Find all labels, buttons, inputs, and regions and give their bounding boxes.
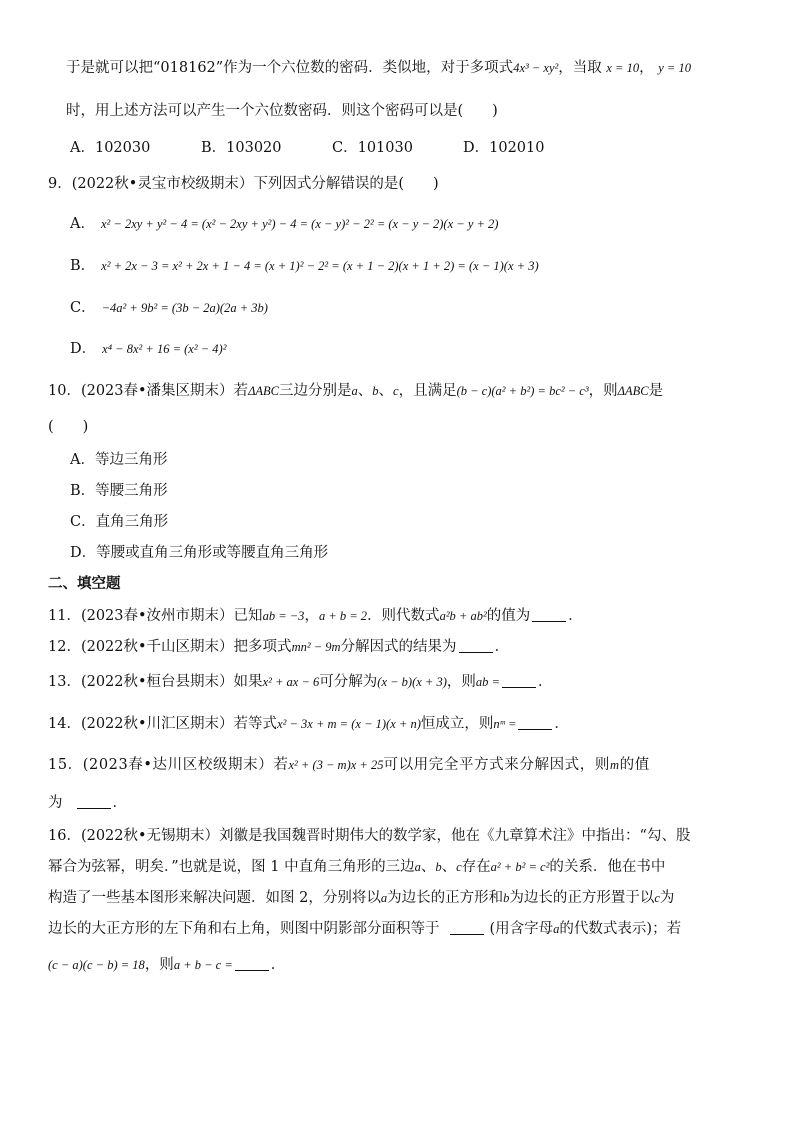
q10-stem (48, 381, 663, 401)
q16-line2 (48, 857, 665, 877)
q9-option-letter: C． (70, 300, 96, 316)
q12-text: ． (494, 639, 510, 655)
q8-option-d[interactable]: D．102010 (463, 140, 545, 156)
q13-math: ab = (475, 675, 500, 689)
q10-option-c[interactable]: C．直角三角形 (70, 514, 169, 530)
q14-text: ． (554, 716, 569, 732)
q16-text: 的关系．他在书中 (549, 859, 666, 875)
q10-triangle: ΔABC (248, 384, 280, 398)
q10-text: 10．(2023春•潘集区期末）若 (48, 383, 249, 399)
q12-text: 12．(2022秋•千山区期末）把多项式 (48, 639, 292, 655)
q14-math: x² − 3x + m = (x − 1)(x + n) (277, 717, 421, 731)
q10-text: 三边分别是 (279, 383, 352, 399)
q16-text: 为边长的正方形置于以 (509, 890, 655, 906)
q12-math: mn² − 9m (291, 640, 341, 654)
q16-answer-blank-1[interactable] (450, 920, 484, 935)
q13-text: 13．(2022秋•桓台县期末）如果 (48, 674, 263, 690)
q10-condition: (b − c)(a² + b²) = bc² − c³ (456, 384, 589, 398)
q10-side-c: c (393, 384, 399, 398)
q11-text: 的值为 (486, 608, 531, 624)
q11-math: a + b = 2 (318, 609, 368, 623)
q9-option-letter: B． (70, 258, 96, 274)
q9-option-expr: −4a² + 9b² = (3b − 2a)(2a + 3b) (101, 301, 268, 315)
q8-line2: 时，用上述方法可以产生一个六位数密码．则这个密码可以是( ) (66, 103, 498, 119)
q16-line5 (48, 955, 285, 975)
q16-math: a + b − c = (173, 958, 233, 972)
q16-text: ． (270, 957, 286, 973)
q13-answer-blank[interactable] (502, 673, 536, 688)
q10-sep: 、 (357, 383, 373, 399)
q10-triangle: ΔABC (617, 384, 649, 398)
q16-math: a (380, 891, 388, 905)
q10-answer-paren: ( ) (48, 419, 89, 435)
q8-text: 于是就可以把“018162”作为一个六位数的密码．类似地，对于多项式 (66, 60, 514, 76)
q11-text: 11．(2023春•汝州市期末）已知 (48, 608, 263, 624)
q8-option-c[interactable]: C．101030 (332, 140, 413, 156)
q11-text: ， (304, 608, 319, 624)
q15-text: 可以用完全平方式来分解因式，则 (383, 757, 610, 773)
q14-answer-blank[interactable] (518, 715, 552, 730)
q16-math: a (414, 860, 421, 874)
q10-text: ，且满足 (398, 383, 457, 399)
q15-text: 15．(2023春•达川区校级期末）若 (48, 757, 289, 773)
q16-line3 (48, 888, 674, 908)
q12-text: 分解因式的结果为 (340, 639, 457, 655)
q8-sep: ， (639, 60, 654, 76)
q16-text: 、 (441, 859, 457, 875)
q16-answer-blank-2[interactable] (235, 956, 269, 971)
q10-option-a[interactable]: A．等边三角形 (70, 452, 168, 468)
q10-text: ，则 (588, 383, 618, 399)
q8-option-b[interactable]: B．103020 (201, 140, 282, 156)
q9-option-letter: A． (70, 216, 95, 232)
q11-math: a²b + ab² (439, 609, 487, 623)
q12-answer-blank[interactable] (459, 638, 493, 653)
q10-option-d[interactable]: D．等腰或直角三角形或等腰直角三角形 (70, 545, 329, 561)
q15 (48, 755, 650, 775)
q16-text: 为 (659, 890, 675, 906)
q14-text: 14．(2022秋•川汇区期末）若等式 (48, 716, 278, 732)
q14 (48, 714, 569, 734)
q14-text: 恒成立，则 (420, 716, 494, 732)
q9-option-a[interactable] (70, 214, 498, 234)
q15-text: 为 (48, 795, 63, 811)
q8-x-value: x = 10 (606, 61, 640, 75)
q10-option-b[interactable]: B．等腰三角形 (70, 483, 168, 499)
q11-text: ． (568, 608, 583, 624)
q16-text: 的代数式表示)；若 (559, 921, 682, 937)
q9-option-expr: x² + 2x − 3 = x² + 2x + 1 − 4 = (x + 1)² − 2² = (x + 1 − 2)(x + 1 + 2) = (x − 1)(x + 3) (101, 259, 539, 273)
q11-math: ab = −3 (262, 609, 305, 623)
q8-when: ，当取 (558, 60, 602, 76)
q15-text: 的值 (619, 757, 650, 773)
q10-sep: 、 (378, 383, 394, 399)
q8-y-value: y = 10 (658, 61, 691, 75)
q9-option-b[interactable] (70, 256, 539, 276)
q8-poly: 4x³ − xy² (513, 61, 559, 75)
q16-math: (c − a)(c − b) = 18 (48, 958, 145, 972)
q16-text: ，则 (144, 957, 174, 973)
q16-text: 边长的大正方形的左下角和右上角，则图中阴影部分面积等于 (48, 921, 440, 937)
q10-side-a: a (351, 384, 358, 398)
q13-text: ，则 (446, 674, 476, 690)
q9-option-expr: x⁴ − 8x² + 16 = (x² − 4)² (102, 342, 227, 356)
q16-math: b (503, 891, 510, 905)
q15-answer-blank[interactable] (77, 794, 111, 809)
q16-math: c (654, 891, 660, 905)
q14-math: nᵐ = (493, 717, 517, 731)
q12 (48, 637, 509, 657)
q16-math: a² + b² = c² (490, 860, 550, 874)
q15-line2 (48, 793, 127, 813)
q16-line4 (48, 919, 681, 939)
q8-line1 (66, 58, 691, 78)
q10-text: 是 (648, 383, 664, 399)
q9-option-expr: x² − 2xy + y² − 4 = (x² − 2xy + y²) − 4 = (x − y)² − 2² = (x − y − 2)(x − y + 2) (100, 217, 499, 231)
q16-math: a (553, 922, 560, 936)
q11-text: ．则代数式 (367, 608, 440, 624)
section-heading: 二、填空题 (48, 576, 121, 592)
q16-text: 构造了一些基本图形来解决问题．如图 2，分别将以 (48, 890, 381, 906)
q9-stem: 9．(2022秋•灵宝市校级期末）下列因式分解错误的是( ) (48, 176, 439, 192)
q13-text: 可分解为 (319, 674, 378, 690)
q16-text: 为边长的正方形和 (387, 890, 504, 906)
q16-line1: 16．(2022秋•无锡期末）刘徽是我国魏晋时期伟大的数学家，他在《九章算术注》中指出：“勾、股 (48, 828, 691, 844)
q9-option-d[interactable] (70, 339, 226, 359)
q13-math: x² + ax − 6 (262, 675, 320, 689)
q13-math: (x − b)(x + 3) (377, 675, 447, 689)
q10-side-b: b (372, 384, 379, 398)
q16-math: c (456, 860, 462, 874)
q15-math: m (609, 758, 620, 772)
q16-text: 幂合为弦幂，明矣．”也就是说，图 1 中直角三角形的三边 (48, 859, 415, 875)
q9-option-c[interactable] (70, 298, 268, 318)
q15-text: ． (112, 795, 127, 811)
q9-option-letter: D． (70, 341, 97, 357)
q16-text: 存在 (461, 859, 491, 875)
q11 (48, 606, 583, 626)
q11-answer-blank[interactable] (532, 607, 566, 622)
q8-option-a[interactable]: A．102030 (70, 140, 151, 156)
q8-options (70, 138, 594, 158)
q13 (48, 672, 552, 692)
q13-text: ． (537, 674, 553, 690)
q16-text: 、 (420, 859, 436, 875)
q15-math: x² + (3 − m)x + 25 (288, 758, 384, 772)
q16-text: (用含字母 (489, 921, 554, 937)
q16-math: b (435, 860, 442, 874)
